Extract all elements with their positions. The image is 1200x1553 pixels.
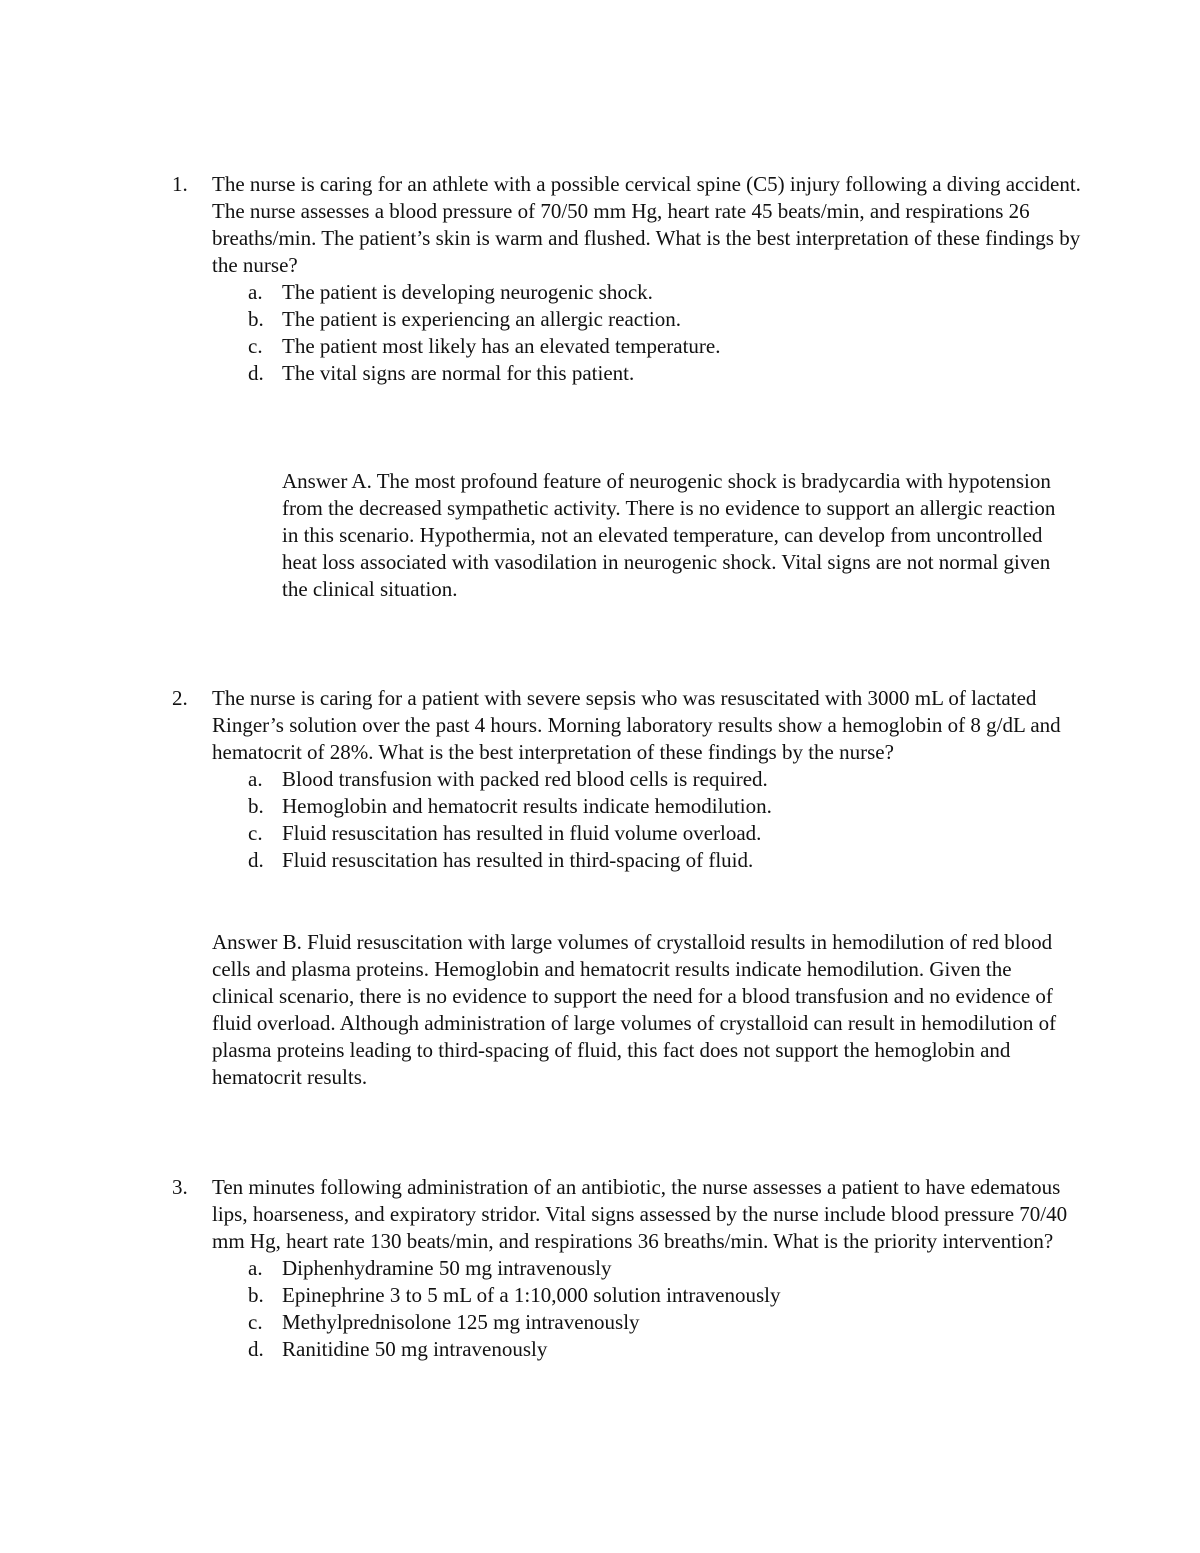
option-item: [212, 793, 1082, 820]
option-letter: b.: [248, 307, 264, 331]
option-text: The patient most likely has an elevated temperature.: [282, 334, 721, 358]
option-letter: d.: [248, 848, 264, 872]
question-number: 2.: [172, 686, 188, 710]
option-list: [212, 766, 1082, 874]
answer-explanation-2: Answer B. Fluid resuscitation with large volumes of crystalloid results in hemodilution of red blood cells and plasma proteins. Hemoglobin and hematocrit results indicate hemodilution. Given the clinical scenario, there is no evidence to support the need for a blood transfusion and no evidence of fluid overload. Although administration of large volumes of crystalloid can result in hemodilution of plasma proteins leading to third-spacing of fluid, this fact does not support the hemoglobin and hematocrit results.: [212, 930, 1057, 1089]
question-text: The nurse is caring for an athlete with a possible cervical spine (C5) injury following a diving accident. The nurse assesses a blood pressure of 70/50 mm Hg, heart rate 45 beats/min, and respirations 26 breaths/min. The patient’s skin is warm and flushed. What is the best interpretation of these findings by the nurse?: [212, 172, 1081, 277]
option-text: Fluid resuscitation has resulted in fluid volume overload.: [282, 821, 762, 845]
option-text: The patient is developing neurogenic shock.: [282, 280, 653, 304]
question-number: 3.: [172, 1175, 188, 1199]
option-text: Ranitidine 50 mg intravenously: [282, 1337, 548, 1361]
option-letter: d.: [248, 361, 264, 385]
option-item: [212, 820, 1082, 847]
option-letter: c.: [248, 334, 263, 358]
option-text: The vital signs are normal for this patient.: [282, 361, 635, 385]
option-letter: c.: [248, 1310, 263, 1334]
option-text: Methylprednisolone 125 mg intravenously: [282, 1310, 640, 1334]
option-letter: b.: [248, 1283, 264, 1307]
option-letter: a.: [248, 1256, 263, 1280]
option-list: [212, 279, 1082, 387]
option-item: [212, 1309, 1082, 1336]
option-item: [212, 847, 1082, 874]
option-text: Diphenhydramine 50 mg intravenously: [282, 1256, 612, 1280]
option-text: Hemoglobin and hematocrit results indicate hemodilution.: [282, 794, 772, 818]
option-letter: d.: [248, 1337, 264, 1361]
option-item: [212, 306, 1082, 333]
option-text: Blood transfusion with packed red blood cells is required.: [282, 767, 768, 791]
option-letter: c.: [248, 821, 263, 845]
option-item: [212, 360, 1082, 387]
question-3: [172, 1174, 1082, 1363]
option-text: Epinephrine 3 to 5 mL of a 1:10,000 solution intravenously: [282, 1283, 781, 1307]
option-text: The patient is experiencing an allergic reaction.: [282, 307, 682, 331]
option-letter: a.: [248, 767, 263, 791]
option-letter: b.: [248, 794, 264, 818]
option-item: [212, 333, 1082, 360]
option-item: [212, 1255, 1082, 1282]
option-item: [212, 1336, 1082, 1363]
option-item: [212, 766, 1082, 793]
option-letter: a.: [248, 280, 263, 304]
answer-explanation-1: Answer A. The most profound feature of neurogenic shock is bradycardia with hypotension from the decreased sympathetic activity. There is no evidence to support an allergic reaction in this scenario. Hypothermia, not an elevated temperature, can develop from uncontrolled heat loss associated with vasodilation in neurogenic shock. Vital signs are not normal given the clinical situation.: [282, 469, 1056, 601]
question-number: 1.: [172, 172, 188, 196]
option-text: Fluid resuscitation has resulted in third-spacing of fluid.: [282, 848, 754, 872]
question-2: [172, 685, 1082, 874]
option-item: [212, 1282, 1082, 1309]
question-1: [172, 171, 1082, 387]
question-text: The nurse is caring for a patient with severe sepsis who was resuscitated with 3000 mL of lactated Ringer’s solution over the past 4 hours. Morning laboratory results show a hemoglobin of 8 g/dL and hematocrit of 28%. What is the best interpretation of these findings by the nurse?: [212, 686, 1061, 764]
option-item: [212, 279, 1082, 306]
option-list: [212, 1255, 1082, 1363]
question-text: Ten minutes following administration of an antibiotic, the nurse assesses a patient to have edematous lips, hoarseness, and expiratory stridor. Vital signs assessed by the nurse include blood pressure 70/40 mm Hg, heart rate 130 beats/min, and respirations 36 breaths/min. What is the priority intervention?: [212, 1175, 1068, 1253]
